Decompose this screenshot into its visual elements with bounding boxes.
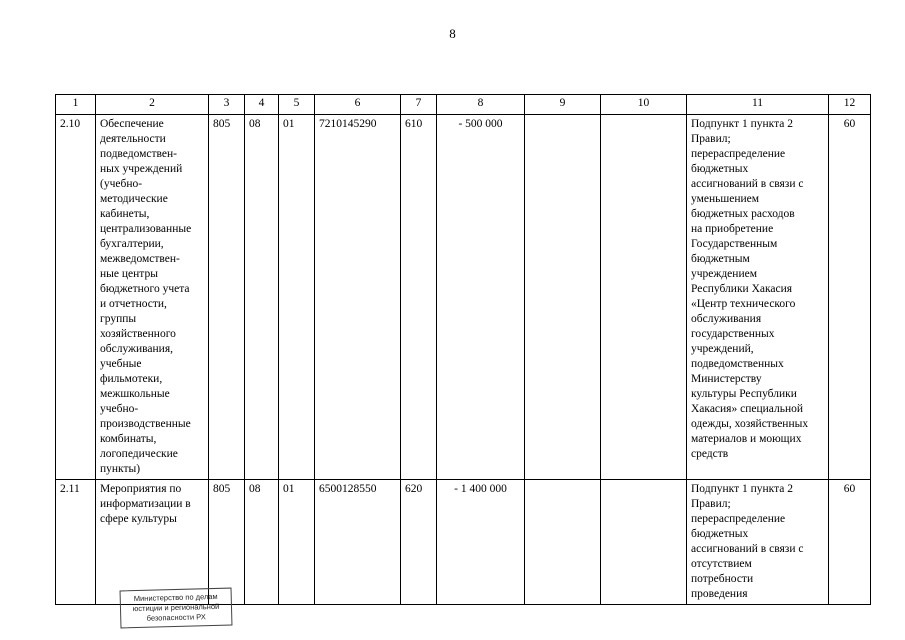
amount-cell: - 1 400 000 — [437, 480, 525, 605]
amount-cell: - 500 000 — [437, 115, 525, 480]
column-header: 6 — [315, 95, 401, 115]
code-cell: 60 — [829, 480, 871, 605]
code-cell: 805 — [209, 480, 245, 605]
stamp-line: безопасности РХ — [146, 612, 206, 623]
column-header: 1 — [56, 95, 96, 115]
basis-cell: Подпункт 1 пункта 2 Правил; перераспределение бюджетных ассигнований в связи с отсутствием потребности проведения — [687, 480, 829, 605]
page-number: 8 — [449, 26, 456, 41]
column-header: 7 — [401, 95, 437, 115]
ministry-stamp — [120, 588, 233, 629]
stamp-line: Министерство по делам — [133, 591, 218, 604]
code-cell: 7210145290 — [315, 115, 401, 480]
column-header: 2 — [96, 95, 209, 115]
column-header: 4 — [245, 95, 279, 115]
code-cell: 01 — [279, 115, 315, 480]
column-header: 12 — [829, 95, 871, 115]
empty-cell — [525, 115, 601, 480]
code-cell: 6500128550 — [315, 480, 401, 605]
empty-cell — [601, 115, 687, 480]
code-cell: 610 — [401, 115, 437, 480]
code-cell: 01 — [279, 480, 315, 605]
code-cell: 60 — [829, 115, 871, 480]
column-header: 5 — [279, 95, 315, 115]
column-header: 10 — [601, 95, 687, 115]
code-cell: 620 — [401, 480, 437, 605]
description-cell: Обеспечение деятельности подведомствен- ных учреждений (учебно- методические кабинеты, централизованные бухгалтерии, межведомствен- ные центры бюджетного учета и отчетности, группы хозяйственного обслуживания, учебные фильмотеки, межшкольные учебно- производственные комбинаты, логопедические пункты) — [96, 115, 209, 480]
code-cell: 805 — [209, 115, 245, 480]
table-row — [56, 480, 871, 605]
code-cell: 08 — [245, 480, 279, 605]
column-header: 8 — [437, 95, 525, 115]
code-cell: 08 — [245, 115, 279, 480]
empty-cell — [525, 480, 601, 605]
basis-cell: Подпункт 1 пункта 2 Правил; перераспределение бюджетных ассигнований в связи с уменьшением бюджетных расходов на приобретение Государственным бюджетным учреждением Республики Хакасия «Центр технического обслуживания государственных учреждений, подведомственных Министерству культуры Республики Хакасия» специальной одежды, хозяйственных материалов и моющих средств — [687, 115, 829, 480]
column-header: 3 — [209, 95, 245, 115]
column-number-row — [56, 95, 871, 115]
row-number-cell: 2.11 — [56, 480, 96, 605]
table-row — [56, 115, 871, 480]
column-header: 11 — [687, 95, 829, 115]
description-cell: Мероприятия по информатизации в сфере культуры — [96, 480, 209, 605]
column-header: 9 — [525, 95, 601, 115]
row-number-cell: 2.10 — [56, 115, 96, 480]
empty-cell — [601, 480, 687, 605]
stamp-line: юстиции и региональной — [132, 601, 220, 614]
budget-table — [55, 94, 871, 605]
